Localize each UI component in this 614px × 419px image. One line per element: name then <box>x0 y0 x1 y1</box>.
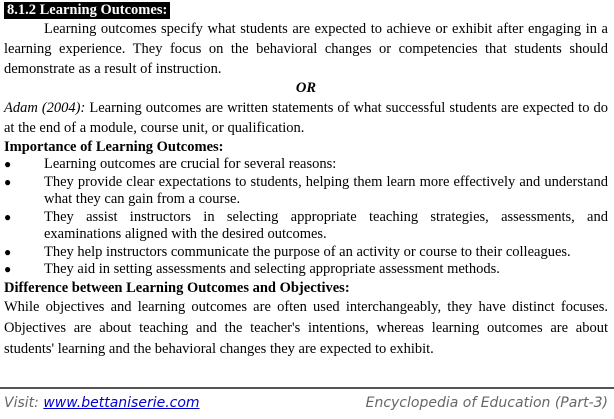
section-heading: 8.1.2 Learning Outcomes: <box>4 2 170 19</box>
citation-text: Learning outcomes are written statements of what successful students are expected to do at the end of a module, course unit, or qualification. <box>4 100 608 136</box>
list-item: ● They aid in setting assessments and selecting appropriate assessment methods. <box>4 261 500 277</box>
bullet-icon: ● <box>4 262 12 276</box>
difference-paragraph: While objectives and learning outcomes are often used interchangeably, they have distinct focuses. Objectives are about teaching and the teacher's intentions, whereas learning outcomes are about students' learning and the behavioral changes they are expected to exhibit. <box>4 298 608 357</box>
website-link[interactable]: www.bettaniserie.com <box>43 395 200 411</box>
citation-author: Adam (2004): <box>4 100 86 116</box>
footer-visit: Visit: www.bettaniserie.com <box>4 395 200 411</box>
list-item: ● They assist instructors in selecting appropriate teaching strategies, assessments, and examinations aligned with the desired outcomes. <box>4 208 608 242</box>
page-footer <box>0 387 614 419</box>
bullet-icon: ● <box>4 244 12 259</box>
bullet-icon: ● <box>4 157 12 171</box>
footer-book-title: Encyclopedia of Education (Part-3) <box>365 395 608 411</box>
document-page <box>4 0 608 360</box>
importance-list <box>4 156 608 279</box>
list-item: ● They help instructors communicate the purpose of an activity or course to their colleagues. <box>4 243 571 260</box>
or-separator: OR <box>295 80 317 96</box>
bullet-icon: ● <box>4 209 12 224</box>
bullet-icon: ● <box>4 174 12 189</box>
list-item: ● Learning outcomes are crucial for several reasons: <box>4 156 337 172</box>
list-item: ● They provide clear expectations to students, helping them learn more effectively and understand what they can gain from a course. <box>4 173 608 207</box>
citation-paragraph <box>4 98 608 138</box>
intro-paragraph: Learning outcomes specify what students are expected to achieve or exhibit after engaging in a learning experience. They focus on the behavioral changes or competencies that students should demonstrate as a result of instruction. <box>4 21 608 77</box>
importance-heading: Importance of Learning Outcomes: <box>4 139 224 155</box>
difference-heading: Difference between Learning Outcomes and Objectives: <box>4 279 350 296</box>
